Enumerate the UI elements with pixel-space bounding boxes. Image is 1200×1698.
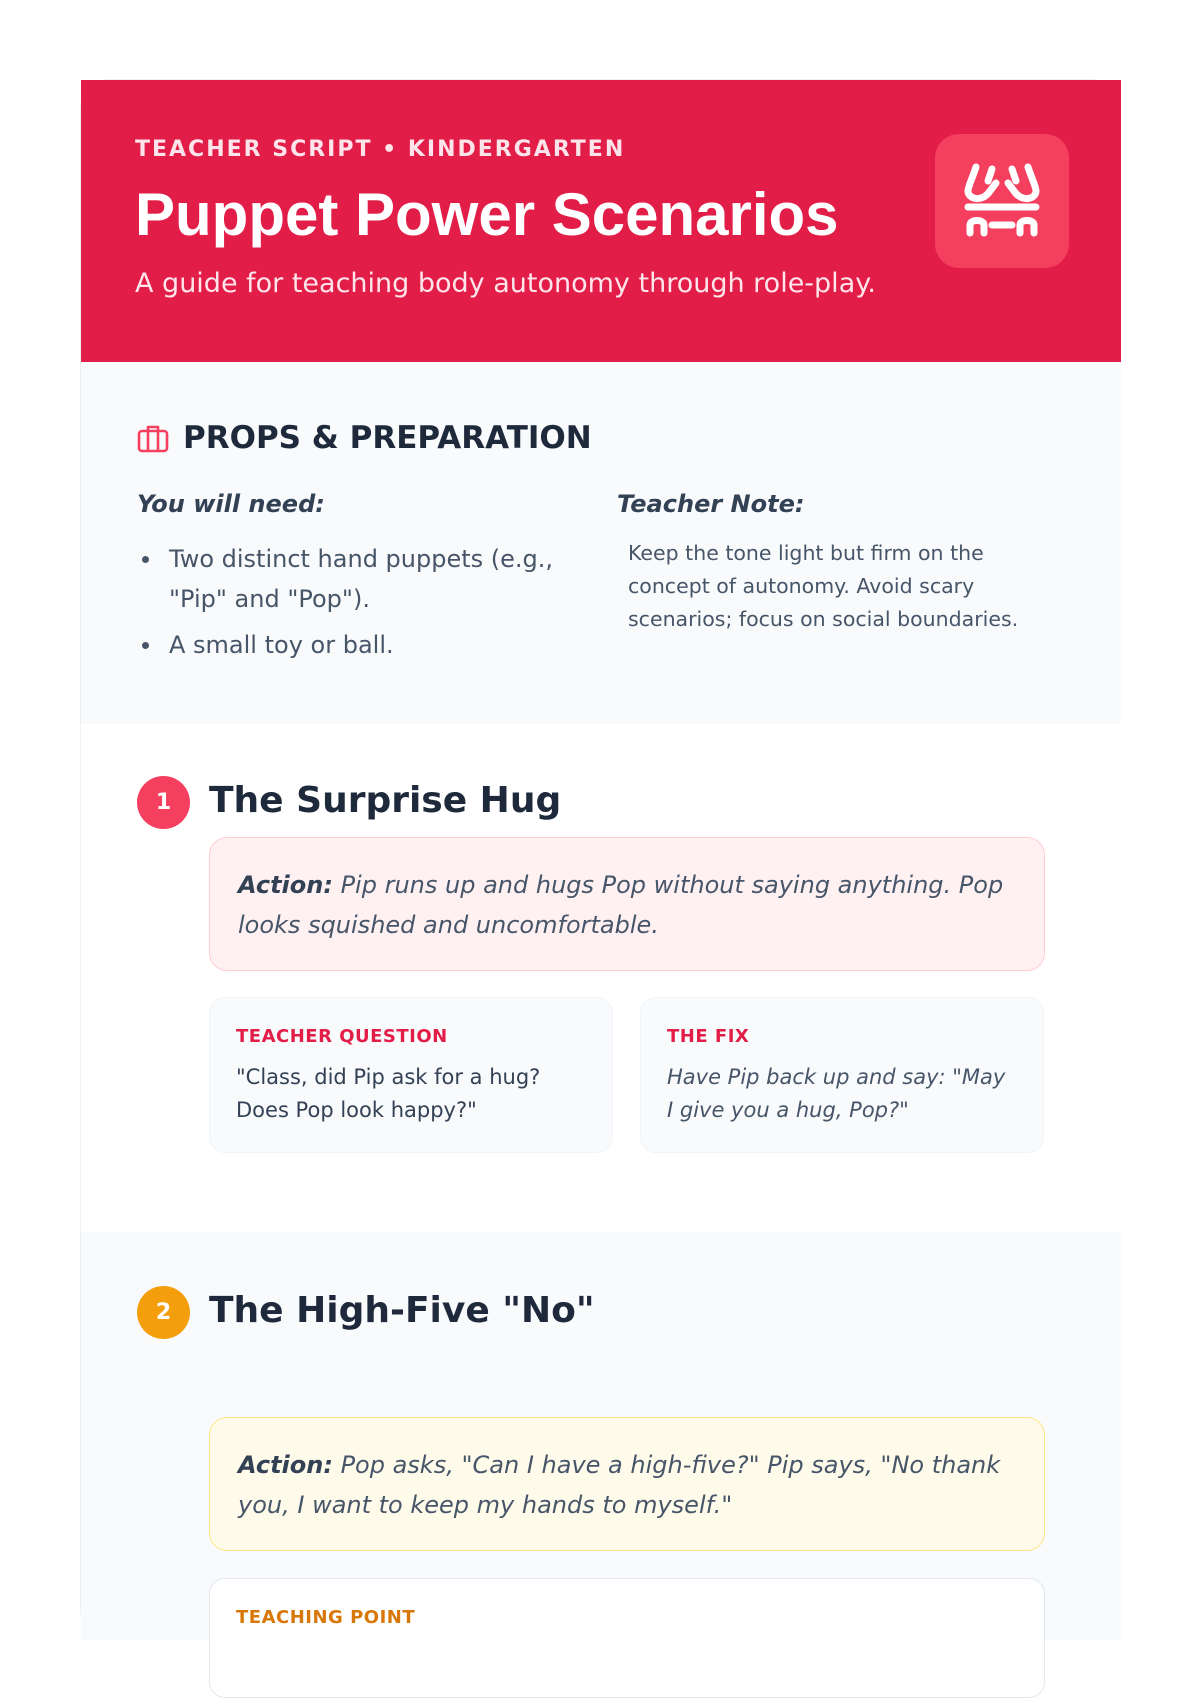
page-subtitle: A guide for teaching body autonomy through role-play.: [135, 268, 876, 299]
props-section: [81, 362, 1121, 724]
action-label: Action:: [238, 871, 333, 899]
scenario-title: The High-Five "No": [209, 1290, 595, 1331]
question-label: TEACHER QUESTION: [236, 1026, 448, 1047]
needs-label: You will need:: [137, 490, 325, 518]
scenario-1: [81, 724, 1121, 1232]
list-item: A small toy or ball.: [137, 625, 577, 665]
action-box: [209, 837, 1045, 971]
scenario-title: The Surprise Hug: [209, 780, 562, 821]
teaching-point-box: [209, 1578, 1045, 1698]
scenario-number-badge: 1: [137, 776, 190, 829]
puppet-theater-icon: [962, 161, 1042, 241]
scenario-2: [81, 1232, 1121, 1640]
action-text: Pop asks, "Can I have a high-five?" Pip says, "No thank you, I want to keep my hands to myself.": [238, 1451, 1001, 1519]
script-card: [80, 79, 1120, 1639]
props-heading: [137, 420, 592, 456]
fix-label: THE FIX: [667, 1026, 750, 1047]
teacher-question-box: [209, 997, 613, 1153]
teacher-note-text: Keep the tone light but firm on the concept of autonomy. Avoid scary scenarios; focus on social boundaries.: [628, 541, 1019, 631]
scenario-number-badge: 2: [137, 1286, 190, 1339]
teaching-point-label: TEACHING POINT: [236, 1607, 416, 1628]
fix-text: Have Pip back up and say: "May I give you a hug, Pop?": [667, 1065, 1006, 1122]
action-label: Action:: [238, 1451, 333, 1479]
action-text: Pip runs up and hugs Pop without saying anything. Pop looks squished and uncomfortable.: [238, 871, 1004, 939]
header-eyebrow: TEACHER SCRIPT • KINDERGARTEN: [135, 137, 626, 162]
teacher-note-label: Teacher Note:: [617, 490, 805, 518]
header-banner: [81, 80, 1121, 362]
props-title: PROPS & PREPARATION: [183, 420, 592, 456]
action-box: [209, 1417, 1045, 1551]
fix-box: [640, 997, 1044, 1153]
briefcase-icon: [137, 423, 169, 453]
needs-list: [137, 539, 577, 671]
page-title: Puppet Power Scenarios: [135, 181, 839, 248]
list-item: Two distinct hand puppets (e.g., "Pip" and "Pop").: [137, 539, 577, 619]
header-icon-box: [935, 134, 1069, 268]
question-text: "Class, did Pip ask for a hug? Does Pop look happy?": [236, 1065, 541, 1122]
